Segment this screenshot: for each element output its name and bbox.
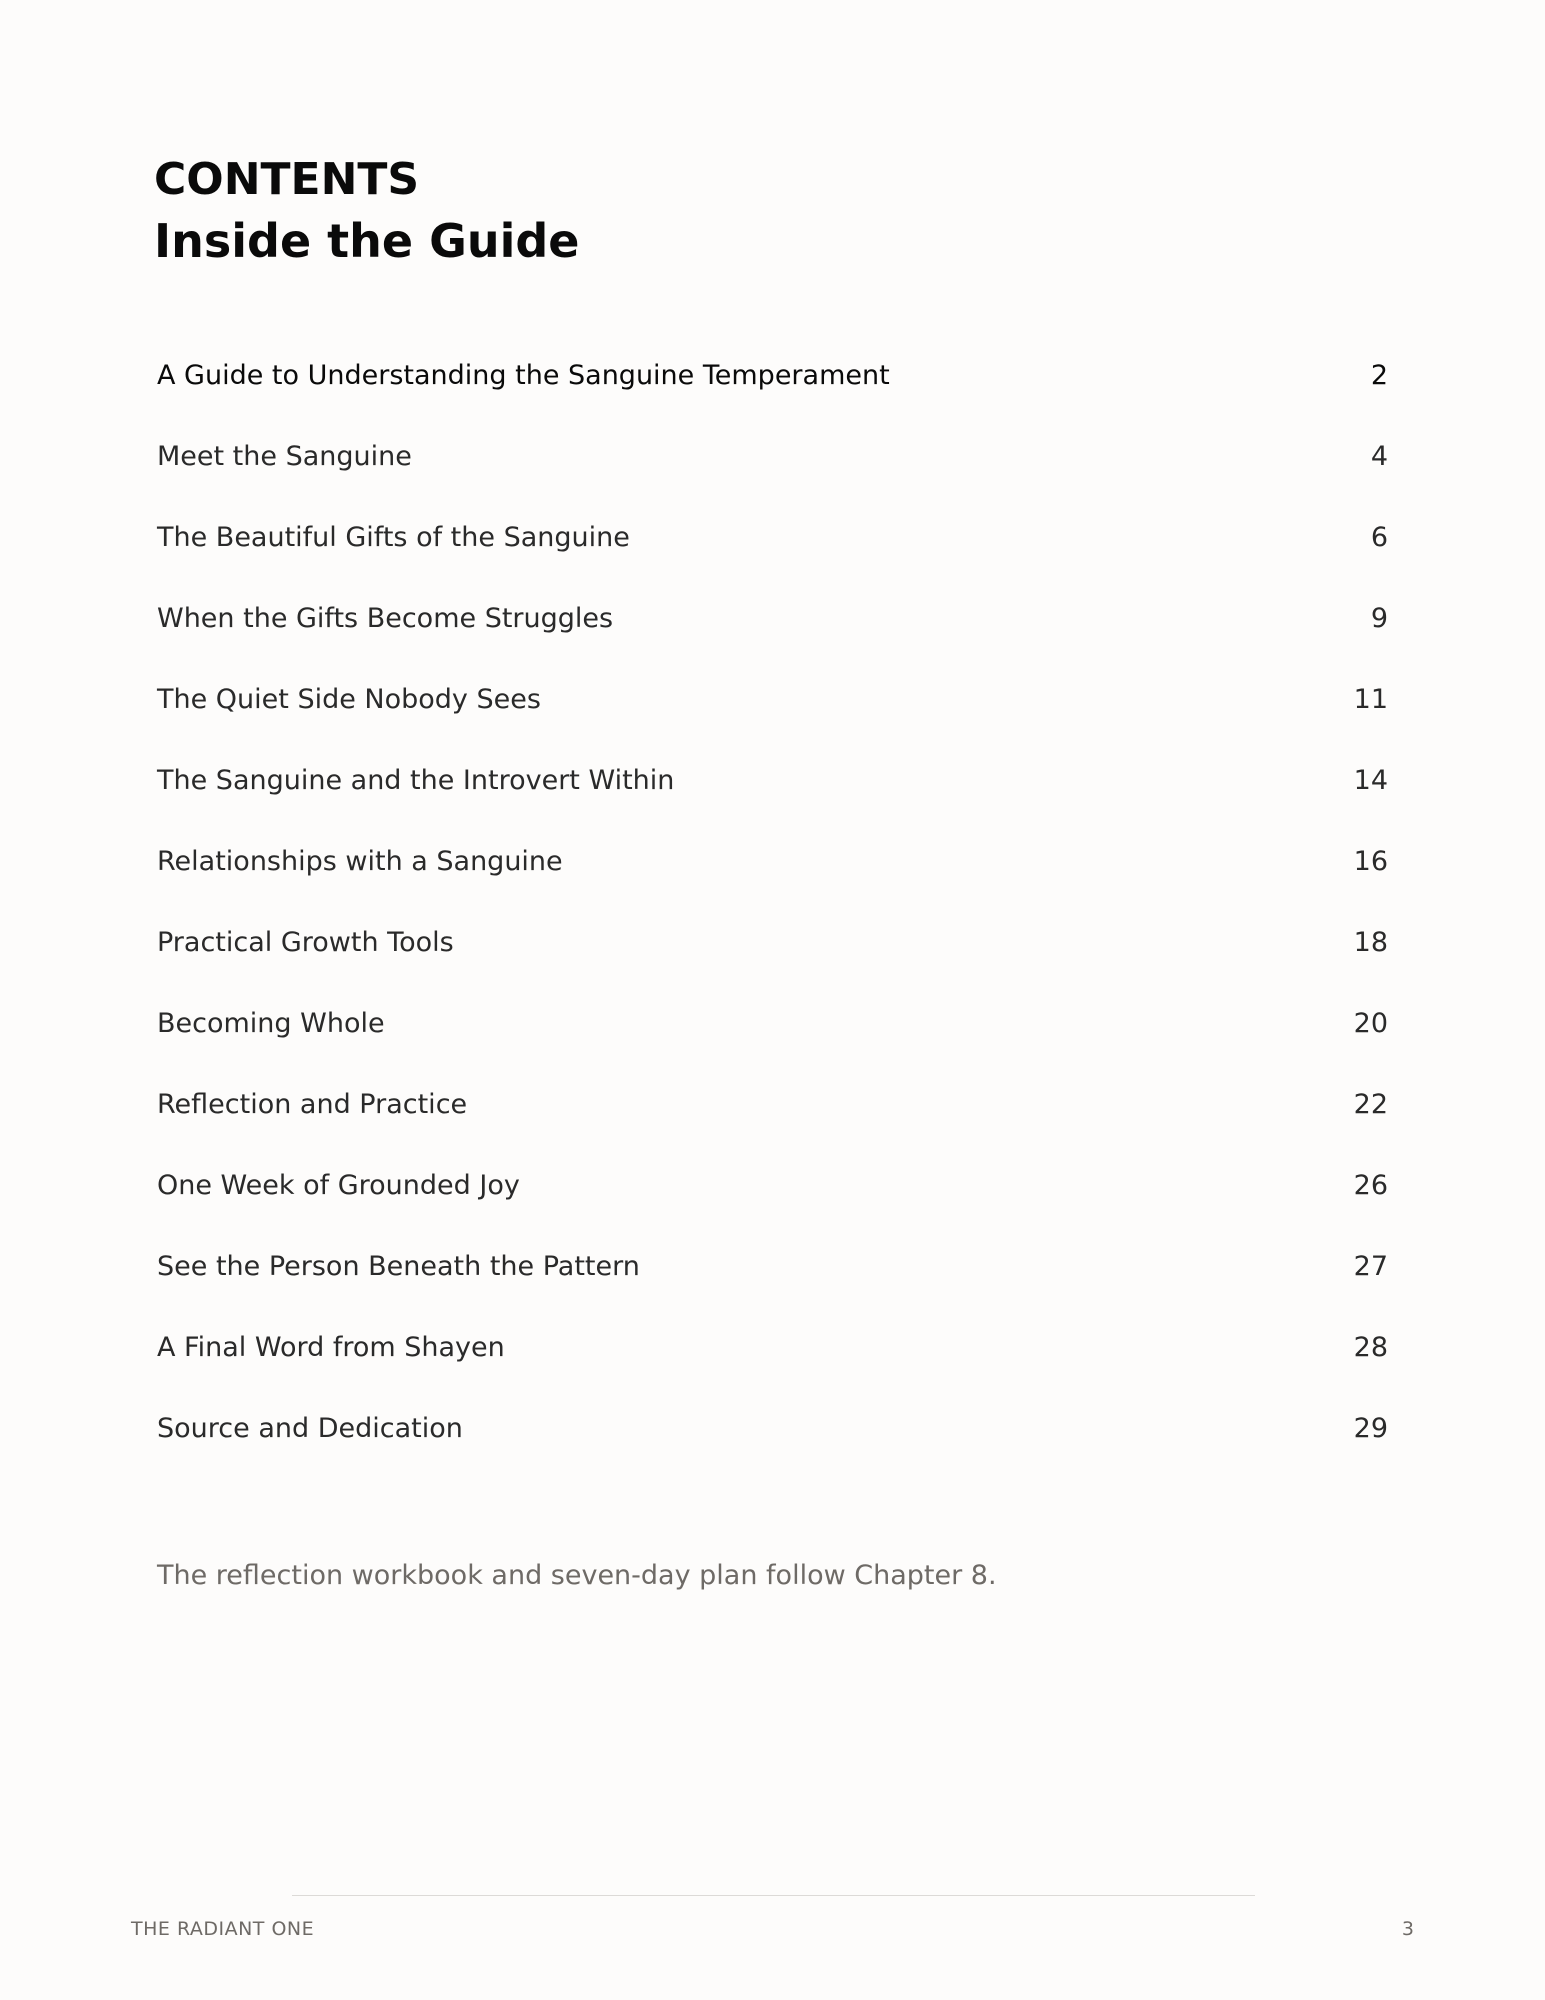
toc-entry-title: Relationships with a Sanguine bbox=[157, 846, 563, 877]
footer-page-number: 3 bbox=[1401, 1918, 1414, 1940]
toc-entry[interactable] bbox=[157, 497, 1388, 578]
toc-entry[interactable] bbox=[157, 1226, 1388, 1307]
toc-entry-title: A Final Word from Shayen bbox=[157, 1332, 505, 1363]
toc-entry[interactable] bbox=[157, 1064, 1388, 1145]
toc-entry-page: 14 bbox=[1353, 765, 1388, 796]
toc-entry-page: 6 bbox=[1370, 522, 1388, 553]
toc-entry-title: The Beautiful Gifts of the Sanguine bbox=[157, 522, 630, 553]
heading-block bbox=[154, 150, 580, 272]
toc-entry[interactable] bbox=[157, 578, 1388, 659]
toc-entry-title: The Sanguine and the Introvert Within bbox=[157, 765, 675, 796]
toc-entry-page: 2 bbox=[1370, 360, 1388, 391]
toc-entry[interactable] bbox=[157, 659, 1388, 740]
toc-entry-title: Source and Dedication bbox=[157, 1413, 463, 1444]
toc-entry-title: When the Gifts Become Struggles bbox=[157, 603, 614, 634]
toc-entry-title: Practical Growth Tools bbox=[157, 927, 454, 958]
footer-running-title: THE RADIANT ONE bbox=[131, 1918, 315, 1940]
toc-entry[interactable] bbox=[157, 416, 1388, 497]
footer-divider bbox=[292, 1895, 1255, 1896]
toc-entry-title: Reflection and Practice bbox=[157, 1089, 468, 1120]
table-of-contents bbox=[157, 335, 1388, 1469]
toc-entry[interactable] bbox=[157, 740, 1388, 821]
toc-entry-page: 20 bbox=[1353, 1008, 1388, 1039]
toc-entry[interactable] bbox=[157, 902, 1388, 983]
toc-entry-page: 18 bbox=[1353, 927, 1388, 958]
toc-entry[interactable] bbox=[157, 1145, 1388, 1226]
toc-entry-page: 4 bbox=[1370, 441, 1388, 472]
toc-entry-title: See the Person Beneath the Pattern bbox=[157, 1251, 640, 1282]
toc-entry-title: One Week of Grounded Joy bbox=[157, 1170, 520, 1201]
toc-entry-page: 28 bbox=[1353, 1332, 1388, 1363]
toc-entry-page: 11 bbox=[1353, 684, 1388, 715]
toc-entry-page: 16 bbox=[1353, 846, 1388, 877]
toc-entry-title: The Quiet Side Nobody Sees bbox=[157, 684, 541, 715]
toc-entry-title: Becoming Whole bbox=[157, 1008, 385, 1039]
toc-entry[interactable] bbox=[157, 1388, 1388, 1469]
toc-entry-page: 27 bbox=[1353, 1251, 1388, 1282]
toc-entry-page: 22 bbox=[1353, 1089, 1388, 1120]
toc-entry-title: A Guide to Understanding the Sanguine Temperament bbox=[157, 360, 890, 391]
toc-entry[interactable] bbox=[157, 983, 1388, 1064]
contents-eyebrow: CONTENTS bbox=[154, 154, 420, 205]
toc-entry-page: 29 bbox=[1353, 1413, 1388, 1444]
toc-entry-title: Meet the Sanguine bbox=[157, 441, 412, 472]
workbook-note: The reflection workbook and seven-day plan follow Chapter 8. bbox=[157, 1560, 997, 1591]
toc-entry[interactable] bbox=[157, 1307, 1388, 1388]
page-title: Inside the Guide bbox=[154, 214, 580, 268]
toc-entry-page: 26 bbox=[1353, 1170, 1388, 1201]
toc-entry[interactable] bbox=[157, 821, 1388, 902]
toc-entry-page: 9 bbox=[1370, 603, 1388, 634]
toc-entry[interactable] bbox=[157, 335, 1388, 416]
